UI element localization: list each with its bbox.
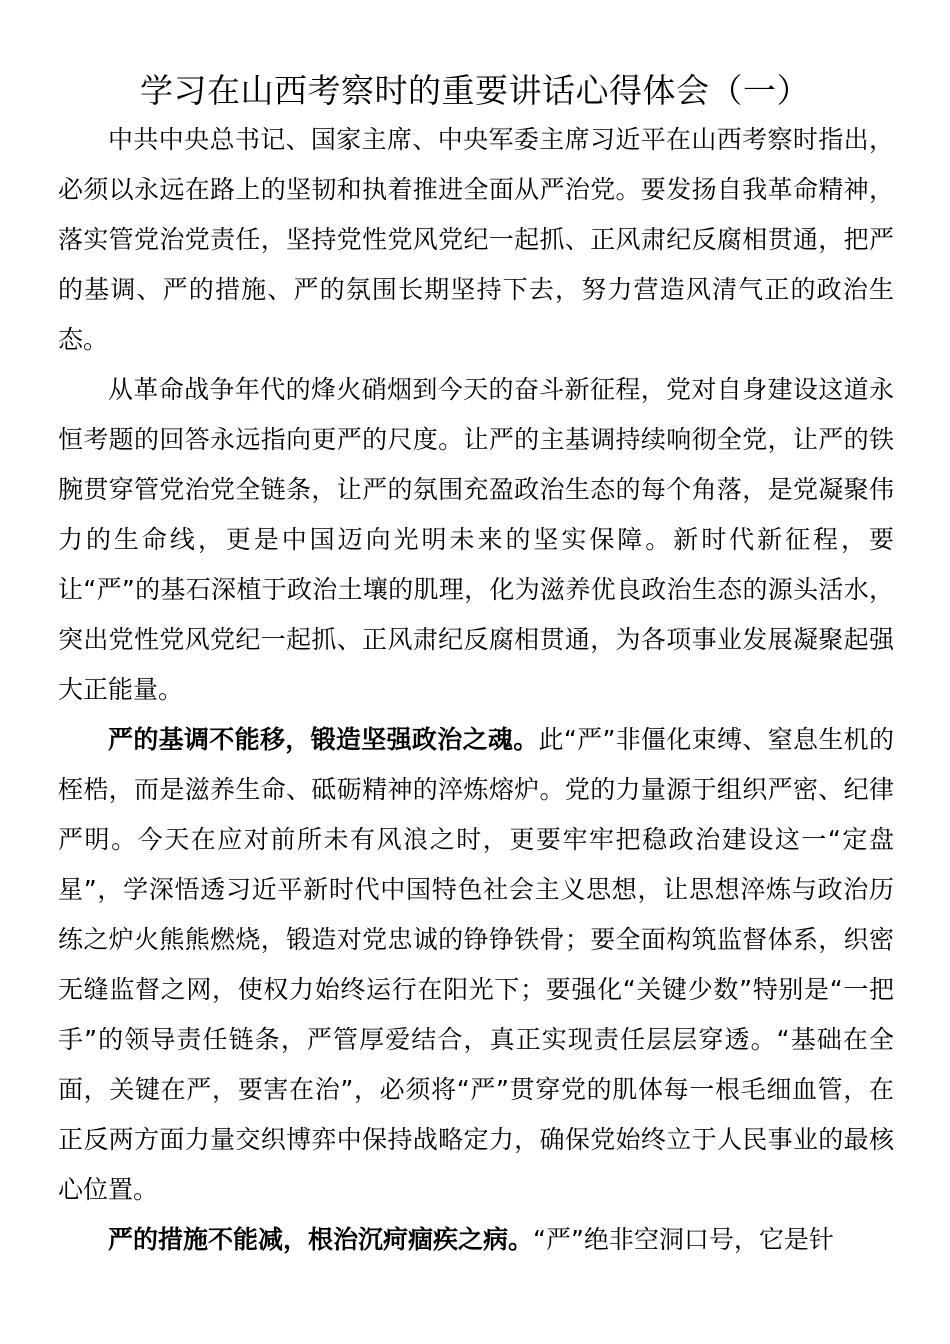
paragraph-4-text: “严”绝非空洞口号，它是针 [533,1225,834,1254]
paragraph-2-text: 从革命战争年代的烽火硝烟到今天的奋斗新征程，党对自身建设这道永恒考题的回答永远指向更严的尺度。让严的主基调持续响彻全党，让严的铁腕贯穿管党治党全链条，让严的氛围充盈政治生态的每个角落，是党凝聚伟力的生命线，更是中国迈向光明未来的坚实保障。新时代新征程，要让“严”的基石深植于政治土壤的肌理，化为滋养优良政治生态的源头活水，突出党性党风党纪一起抓、正风肃纪反腐相贯通，为各项事业发展凝聚起强大正能量。 [58,375,894,704]
document-title: 学习在山西考察时的重要讲话心得体会（一） [140,71,810,110]
paragraph-3-text: 此“严”非僵化束缚、窒息生机的桎梏，而是滋养生命、砥砺精神的淬炼熔炉。党的力量源于组织严密、纪律严明。今天在应对前所未有风浪之时，更要牢牢把稳政治建设这一“定盘星”，学深悟透习近平新时代中国特色社会主义思想，让思想淬炼与政治历练之炉火熊熊燃烧，锻造对党忠诚的铮铮铁骨；要全面构筑监督体系，织密无缝监督之网，使权力始终运行在阳光下；要强化“关键少数”特别是“一把手”的领导责任链条，严管厚爱结合，真正实现责任层层穿透。“基础在全面，关键在严，要害在治”，必须将“严”贯穿党的肌体每一根毛细血管，在正反两方面力量交织博弈中保持战略定力，确保党始终立于人民事业的最核心位置。 [58,725,894,1204]
paragraph-4 [58,1215,894,1265]
paragraph-1-text: 中共中央总书记、国家主席、中央军委主席习近平在山西考察时指出，必须以永远在路上的坚韧和执着推进全面从严治党。要发扬自我革命精神，落实管党治党责任，坚持党性党风党纪一起抓、正风肃纪反腐相贯通，把严的基调、严的措施、严的氛围长期坚持下去，努力营造风清气正的政治生态。 [58,125,894,354]
paragraph-3 [58,715,894,1215]
paragraph-2 [58,365,894,715]
paragraph-4-lead: 严的措施不能减，根治沉疴痼疾之病。 [108,1225,534,1254]
paragraph-1 [58,115,894,365]
paragraph-3-lead: 严的基调不能移，锻造坚强政治之魂。 [108,725,539,754]
document-body [58,115,894,1265]
